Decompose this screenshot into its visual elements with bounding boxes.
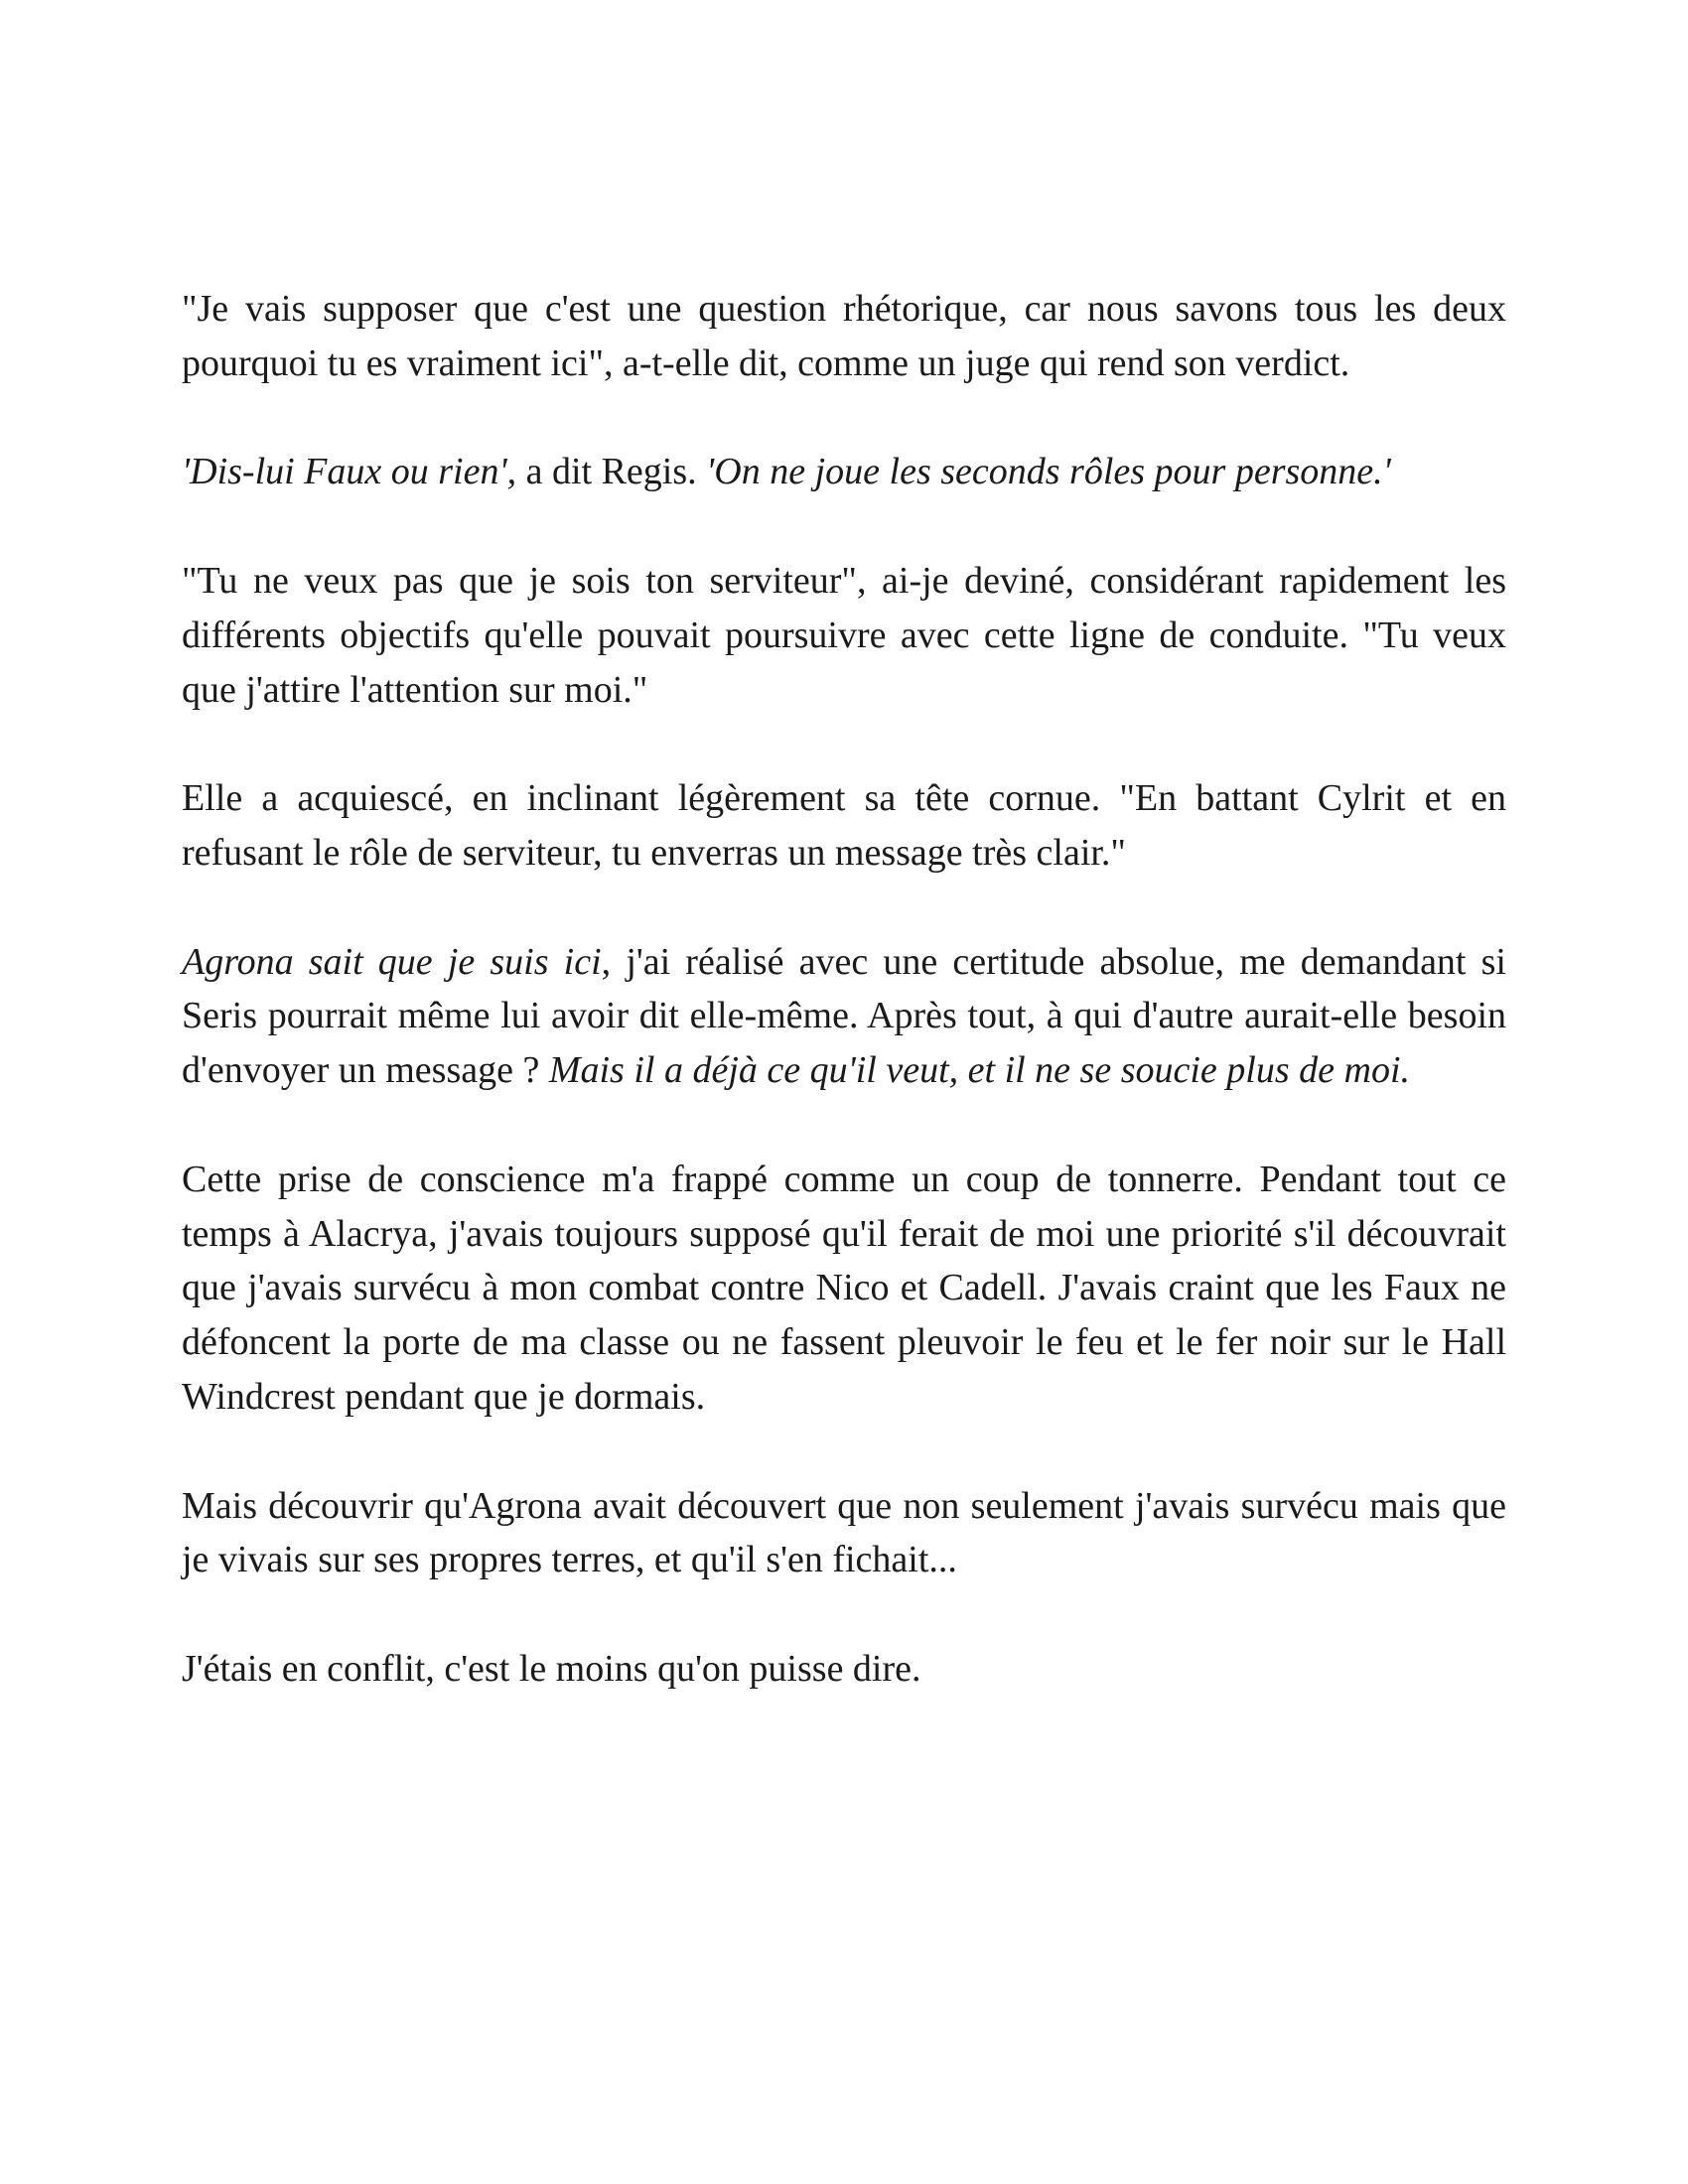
text-segment: Mais découvrir qu'Agrona avait découvert que non seulement j'avais survécu mais que je vivais sur ses propres terres, et qu'il s'en fichait... — [182, 1484, 1506, 1581]
text-segment: , j'ai réalisé avec une certitude absolue, me demandant si Seris pourrait même lui avoir dit elle-même. Après tout, à qui d'autre aurait-elle besoin d'envoyer un message ? — [182, 940, 1506, 1092]
italic-thought: Mais il a déjà ce qu'il veut, et il ne se soucie plus de moi. — [548, 1049, 1410, 1092]
italic-thought: 'On ne joue les seconds rôles pour personne.' — [706, 451, 1391, 493]
text-segment: "Je vais supposer que c'est une question rhétorique, car nous savons tous les deux pourquoi tu es vraiment ici", a-t-elle dit, comme un juge qui rend son verdict. — [182, 288, 1506, 384]
paragraph-7 — [182, 1479, 1506, 1588]
body-text — [182, 282, 1506, 1751]
text-segment: J'étais en conflit, c'est le moins qu'on puisse dire. — [182, 1647, 921, 1690]
text-segment: Cette prise de conscience m'a frappé comme un coup de tonnerre. Pendant tout ce temps à Alacrya, j'avais toujours supposé qu'il ferait de moi une priorité s'il découvrait que j'avais survécu à mon combat contre Nico et Cadell. J'avais craint que les Faux ne défoncent la porte de ma classe ou ne fassent pleuvoir le feu et le fer noir sur le Hall Windcrest pendant que je dormais. — [182, 1158, 1506, 1418]
paragraph-2 — [182, 445, 1506, 499]
paragraph-4 — [182, 771, 1506, 881]
text-segment: "Tu ne veux pas que je sois ton serviteur", ai-je deviné, considérant rapidement les différents objectifs qu'elle pouvait poursuivre avec cette ligne de conduite. "Tu veux que j'attire l'attention sur moi." — [182, 559, 1506, 711]
paragraph-6 — [182, 1153, 1506, 1425]
italic-thought: Agrona sait que je suis ici — [182, 940, 602, 983]
paragraph-5 — [182, 935, 1506, 1098]
italic-thought: 'Dis-lui Faux ou rien', — [182, 451, 517, 493]
text-segment: Elle a acquiescé, en inclinant légèrement sa tête cornue. "En battant Cylrit et en refusant le rôle de serviteur, tu enverras un message très clair." — [182, 777, 1506, 874]
paragraph-8 — [182, 1642, 1506, 1697]
paragraph-3 — [182, 554, 1506, 717]
text-segment: a dit Regis. — [516, 451, 707, 493]
paragraph-1 — [182, 282, 1506, 391]
